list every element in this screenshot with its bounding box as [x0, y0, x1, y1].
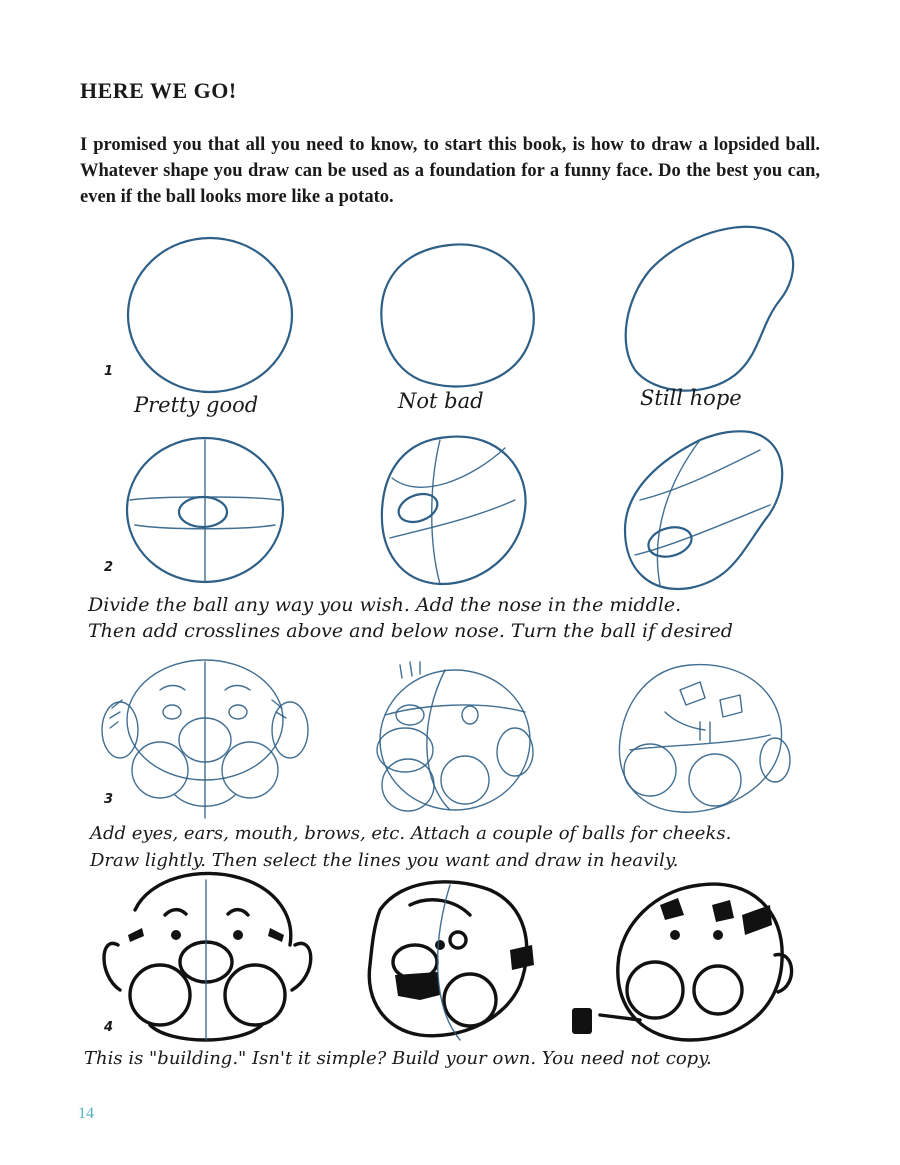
caption-step3-line1: Add eyes, ears, mouth, brows, etc. Attach a couple of balls for cheeks.	[90, 823, 732, 844]
inked-face-pipe	[572, 884, 792, 1040]
step-number-4: 4	[104, 1020, 114, 1035]
construction-face-tilted	[619, 665, 790, 813]
construction-face-front	[102, 660, 308, 818]
page-heading: HERE WE GO!	[80, 78, 237, 103]
step-number-3: 3	[104, 792, 114, 807]
caption-step4: This is "building." Isn't it simple? Build your own. You need not copy.	[84, 1048, 712, 1069]
divided-ball-front	[127, 438, 283, 582]
construction-face-turned	[377, 662, 533, 811]
ball-sketch-oval	[381, 244, 533, 386]
caption-step3-line2: Draw lightly. Then select the lines you want and draw in heavily.	[90, 850, 679, 871]
divided-ball-tilted	[625, 431, 782, 589]
caption-step2-line2: Then add crosslines above and below nose. Turn the ball if desired	[88, 620, 733, 642]
divided-ball-turned	[382, 437, 526, 584]
step-number-2: 2	[104, 560, 114, 575]
inked-face-front	[104, 873, 311, 1040]
caption-step2-line1: Divide the ball any way you wish. Add the nose in the middle.	[88, 594, 682, 616]
page-number: 14	[78, 1105, 94, 1122]
caption-not-bad: Not bad	[398, 389, 484, 413]
step-number-1: 1	[104, 364, 114, 379]
ball-sketch-potato	[626, 227, 793, 391]
ball-sketch-round	[128, 238, 292, 392]
caption-pretty-good: Pretty good	[134, 393, 259, 417]
caption-still-hope: Still hope	[640, 386, 742, 410]
inked-face-mustache	[369, 882, 534, 1040]
intro-paragraph: I promised you that all you need to know, to start this book, is how to draw a lopsided ball. Whatever shape you draw can be used as a foundation for a funny face. Do the best you can, even if the ball looks more like a potato.	[80, 135, 820, 207]
